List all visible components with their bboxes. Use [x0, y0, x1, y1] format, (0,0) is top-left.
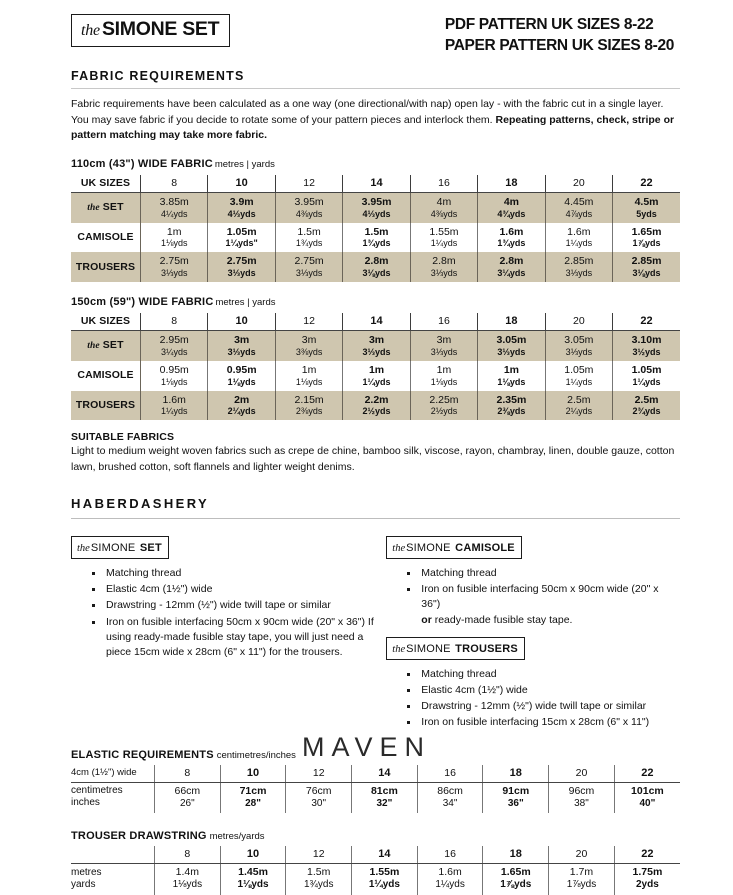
cell-trousers-10: 2.75m 3⅓yds: [208, 252, 275, 282]
cell-set-22: 4.5m 5yds: [613, 192, 680, 222]
size-col-22: 22: [640, 176, 653, 189]
cell-trousers-18: 2.8m 3¼yds: [478, 252, 545, 282]
size-col-18: 18: [478, 313, 545, 330]
list-item: Drawstring - 12mm (½") wide twill tape or similar: [92, 598, 384, 613]
cell-camisole-22: 1.65m 1⅞yds: [613, 223, 680, 253]
cell-drawstring-8: 1.4m 1⅛yds: [155, 864, 221, 895]
size-col-14: 14: [343, 313, 410, 330]
suitable-fabrics-heading: SUITABLE FABRICS: [71, 431, 175, 444]
pdf-pattern-sizes: PDF PATTERN UK SIZES 8-22: [444, 16, 654, 33]
size-col-10: 10: [208, 175, 275, 192]
cell-set-10: 3.9m 4⅓yds: [208, 192, 275, 222]
cell-camisole-10: 1.05m 1¼yds": [208, 223, 275, 253]
elastic-head-label: 4cm (1½") wide: [71, 765, 155, 782]
cell-camisole-10: 0.95m 1⅛yds: [208, 361, 275, 391]
list-item: Iron on fusible interfacing 50cm x 90cm wide (20" x 36") If using ready-made fusible stay tape, you will just need a piece 15cm wide x 28cm (6" x 11") for the trousers.: [92, 615, 384, 661]
intro-line-2: single layer. You may save fabric if you decide to rotate some of your pattern pieces and interlock them.: [71, 98, 664, 126]
cell-elastic-10: 71cm 28": [220, 782, 286, 813]
list-item: Matching thread: [407, 667, 680, 682]
cell-set-20: 3.05m 3⅓yds: [545, 331, 612, 361]
tag-the-text: the: [392, 542, 406, 554]
fabric-table-150: [71, 313, 680, 420]
tag-simone-text: SIMONE: [90, 541, 136, 554]
table-row: [71, 223, 680, 253]
elastic-unit: centimetres/inches: [216, 749, 296, 761]
tag-garment-text: CAMISOLE: [455, 541, 515, 554]
trousers-requirements-list: [386, 667, 680, 731]
maven-brand-logo: MAVEN: [301, 732, 431, 762]
haberdashery-heading: HABERDASHERY: [71, 495, 210, 511]
logo-name-text: SIMONE SET: [101, 18, 220, 40]
table-row: [71, 391, 680, 421]
size-col-14: 14: [343, 175, 410, 192]
size-col-10: 10: [220, 846, 286, 863]
cell-trousers-16: 2.25m 2½yds: [410, 391, 477, 421]
trouser-drawstring-table: [71, 846, 680, 895]
size-col-12: 12: [275, 175, 342, 192]
simone-set-logo: [71, 14, 230, 47]
tag-the-text: the: [392, 643, 406, 655]
cell-trousers-16: 2.8m 3⅓yds: [410, 252, 477, 282]
table-150-header-row: [71, 313, 680, 330]
cell-trousers-22: 2.5m 2¾yds: [613, 391, 680, 421]
logo-the-text: the: [81, 22, 100, 39]
size-col-8: 8: [141, 313, 208, 330]
haberdashery-set-column: [71, 536, 384, 732]
size-col-18: 18: [483, 846, 549, 863]
cell-drawstring-10: 1.45m 1⅛yds: [220, 864, 286, 895]
table-110-header-row: [71, 175, 680, 192]
cell-camisole-18: 1.6m 1¾yds: [478, 223, 545, 253]
row-label-trousers: TROUSERS: [71, 391, 141, 421]
size-col-14: 14: [352, 765, 418, 782]
cell-camisole-22: 1.05m 1¼yds: [613, 361, 680, 391]
cell-camisole-18: 1m 1⅛yds: [478, 361, 545, 391]
drawstring-title: TROUSER DRAWSTRING: [71, 830, 207, 843]
list-item: [407, 582, 680, 628]
size-col-16: 16: [410, 175, 477, 192]
elastic-requirements-table: [71, 765, 680, 814]
list-item: Elastic 4cm (1½") wide: [92, 582, 384, 597]
fabric-requirements-heading: FABRIC REQUIREMENTS: [71, 69, 245, 84]
table-row: [71, 331, 680, 361]
haberdashery-columns: [71, 536, 680, 732]
cell-elastic-16: 86cm 34": [417, 782, 483, 813]
pattern-sizes-block: [445, 15, 674, 56]
cell-elastic-20: 96cm 38": [549, 782, 615, 813]
cell-trousers-8: 1.6m 1¼yds: [141, 391, 208, 421]
cell-trousers-22: 2.85m 3⅛yds: [613, 252, 680, 282]
suitable-fabrics-line-1: Light to medium weight woven fabrics such as crepe de chine, bamboo silk, viscose, rayon, chambray, linen, double: [71, 445, 609, 458]
table-110-title: 110cm (43") WIDE FABRIC: [71, 157, 213, 170]
size-col-22: 22: [641, 766, 654, 779]
cell-drawstring-14: 1.55m 1¼yds: [352, 864, 418, 895]
drawstring-header-row: [71, 846, 680, 863]
cell-trousers-8: 2.75m 3⅓yds: [141, 252, 208, 282]
cell-camisole-16: 1m 1⅛yds: [410, 361, 477, 391]
table-110-unit: metres | yards: [214, 158, 275, 170]
suitable-fabrics-line-2: gauze, cotton lawn, brushed cotton, soft flannels and lighter weight denims.: [71, 445, 675, 473]
divider: [71, 518, 680, 519]
row-label-name: SET: [102, 339, 124, 352]
tag-garment-text: TROUSERS: [455, 642, 518, 655]
size-col-18: 18: [478, 175, 545, 192]
cell-set-18: 3.05m 3⅓yds: [478, 331, 545, 361]
camisole-or-rest: ready-made fusible stay tape.: [431, 613, 573, 626]
cell-set-10: 3m 3⅓yds: [208, 331, 275, 361]
cell-set-16: 4m 4⅜yds: [410, 192, 477, 222]
list-item: Elastic 4cm (1½") wide: [407, 683, 680, 698]
size-col-22: 22: [640, 315, 653, 328]
size-col-12: 12: [275, 313, 342, 330]
table-row: [71, 361, 680, 391]
cell-camisole-20: 1.05m 1¼yds: [545, 361, 612, 391]
cell-drawstring-18: 1.65m 1⅞yds: [483, 864, 549, 895]
table-150-caption: [71, 296, 680, 308]
simone-trousers-tag: [386, 637, 525, 660]
table-row: [71, 782, 680, 813]
size-col-18: 18: [483, 765, 549, 782]
fabric-table-110: [71, 175, 680, 282]
size-col-8: 8: [141, 175, 208, 192]
cell-drawstring-16: 1.6m 1¼yds: [417, 864, 483, 895]
elastic-header-row: [71, 765, 680, 782]
cell-drawstring-20: 1.7m 1⅞yds: [549, 864, 615, 895]
cell-drawstring-12: 1.5m 1¾yds: [286, 864, 352, 895]
cell-trousers-14: 2.2m 2½yds: [343, 391, 410, 421]
drawstring-row-label: metres yards: [71, 864, 155, 895]
cell-elastic-14: 81cm 32": [352, 782, 418, 813]
simone-camisole-tag: [386, 536, 522, 559]
size-col-10: 10: [208, 313, 275, 330]
size-col-12: 12: [286, 846, 352, 863]
size-col-10: 10: [220, 765, 286, 782]
table-110-caption: [71, 158, 680, 170]
cell-trousers-20: 2.85m 3⅓yds: [545, 252, 612, 282]
size-col-20: 20: [549, 765, 615, 782]
cell-set-18: 4m 4¾yds: [478, 192, 545, 222]
table-150-title: 150cm (59") WIDE FABRIC: [71, 296, 214, 309]
size-col-16: 16: [417, 765, 483, 782]
camisole-interfacing-text: Iron on fusible interfacing 50cm x 90cm wide (20" x 36"): [421, 583, 659, 611]
row-label-set: [71, 331, 141, 361]
suitable-fabrics-body: [71, 444, 680, 474]
cell-set-12: 3m 3⅜yds: [275, 331, 342, 361]
cell-trousers-12: 2.75m 3⅓yds: [275, 252, 342, 282]
cell-elastic-12: 76cm 30": [286, 782, 352, 813]
cell-set-22: 3.10m 3½yds: [613, 331, 680, 361]
cell-camisole-12: 1m 1⅛yds: [275, 361, 342, 391]
size-col-8: 8: [155, 846, 221, 863]
tag-simone-text: SIMONE: [406, 642, 451, 655]
table-row: [71, 192, 680, 222]
cell-trousers-12: 2.15m 2⅜yds: [275, 391, 342, 421]
intro-line-1: Fabric requirements have been calculated as a one way (one directional/with nap) open lay - with the fabric cut in a: [71, 98, 606, 111]
haberdashery-camisole-trousers-column: [386, 536, 680, 732]
cell-camisole-12: 1.5m 1¾yds: [275, 223, 342, 253]
cell-camisole-8: 0.95m 1⅛yds: [141, 361, 208, 391]
cell-trousers-10: 2m 2¼yds: [208, 391, 275, 421]
size-col-20: 20: [549, 846, 615, 863]
table-150-unit: metres | yards: [215, 297, 276, 309]
simone-trousers-tag-wrap: [386, 637, 680, 660]
size-col-16: 16: [410, 313, 477, 330]
cell-camisole-14: 1m 1¼yds: [343, 361, 410, 391]
tag-garment-text: SET: [139, 541, 162, 554]
tag-simone-text: SIMONE: [406, 541, 451, 554]
size-col-14: 14: [352, 846, 418, 863]
divider: [71, 88, 680, 89]
cell-trousers-18: 2.35m 2⅜yds: [478, 391, 545, 421]
elastic-row-label: centimetres inches: [71, 782, 155, 813]
cell-camisole-14: 1.5m 1¾yds: [343, 223, 410, 253]
page-header: [71, 14, 680, 56]
paper-pattern-sizes: PAPER PATTERN UK SIZES 8-20: [444, 36, 674, 54]
row-label-name: SET: [102, 200, 124, 213]
elastic-title: ELASTIC REQUIREMENTS: [71, 748, 214, 761]
uk-sizes-label: UK SIZES: [71, 313, 141, 330]
intro-bold-note: Repeating patterns, check, stripe or pattern matching may take more fabric.: [71, 113, 675, 142]
page-footer: [0, 732, 733, 763]
cell-trousers-20: 2.5m 2¼yds: [545, 391, 612, 421]
row-label-camisole: CAMISOLE: [71, 223, 141, 253]
list-item: Iron on fusible interfacing 15cm x 28cm (6" x 11"): [407, 715, 680, 730]
size-col-20: 20: [545, 175, 612, 192]
fabric-requirements-intro: [71, 97, 680, 144]
row-label-the: the: [87, 341, 100, 352]
camisole-or-bold: or: [421, 613, 432, 626]
row-label-camisole: CAMISOLE: [71, 361, 141, 391]
cell-elastic-22: 101cm 40": [631, 784, 664, 809]
row-label-set: [71, 192, 141, 222]
row-label-the: the: [87, 202, 100, 213]
cell-trousers-14: 2.8m 3⅛yds: [343, 252, 410, 282]
table-row: [71, 864, 680, 895]
cell-set-8: 2.95m 3¼yds: [141, 331, 208, 361]
cell-set-16: 3m 3⅓yds: [410, 331, 477, 361]
size-col-12: 12: [286, 765, 352, 782]
drawstring-unit: metres/yards: [209, 831, 265, 843]
cell-set-8: 3.85m 4¼yds: [141, 192, 208, 222]
size-col-8: 8: [155, 765, 221, 782]
cell-set-20: 4.45m 4⅞yds: [545, 192, 612, 222]
set-requirements-list: [71, 566, 384, 660]
simone-set-tag: [71, 536, 169, 559]
cell-camisole-20: 1.6m 1¼yds: [545, 223, 612, 253]
tag-the-text: the: [77, 542, 90, 554]
row-label-trousers: TROUSERS: [71, 252, 141, 282]
cell-set-14: 3.95m 4⅓yds: [343, 192, 410, 222]
cell-set-14: 3m 3⅓yds: [343, 331, 410, 361]
list-item: Matching thread: [92, 566, 384, 581]
cell-drawstring-22: 1.75m 2yds: [632, 866, 663, 891]
table-row: [71, 252, 680, 282]
drawstring-caption: [71, 830, 680, 842]
camisole-requirements-list: [386, 566, 680, 628]
cell-camisole-8: 1m 1⅛yds: [141, 223, 208, 253]
size-col-20: 20: [545, 313, 612, 330]
cell-elastic-8: 66cm 26": [155, 782, 221, 813]
size-col-16: 16: [417, 846, 483, 863]
cell-camisole-16: 1.55m 1¼yds: [410, 223, 477, 253]
drawstring-head-label: [71, 846, 155, 863]
list-item: Matching thread: [407, 566, 680, 581]
uk-sizes-label: UK SIZES: [71, 175, 141, 192]
cell-set-12: 3.95m 4⅜yds: [275, 192, 342, 222]
cell-elastic-18: 91cm 36": [483, 782, 549, 813]
list-item: Drawstring - 12mm (½") wide twill tape or similar: [407, 699, 680, 714]
size-col-22: 22: [641, 848, 654, 861]
